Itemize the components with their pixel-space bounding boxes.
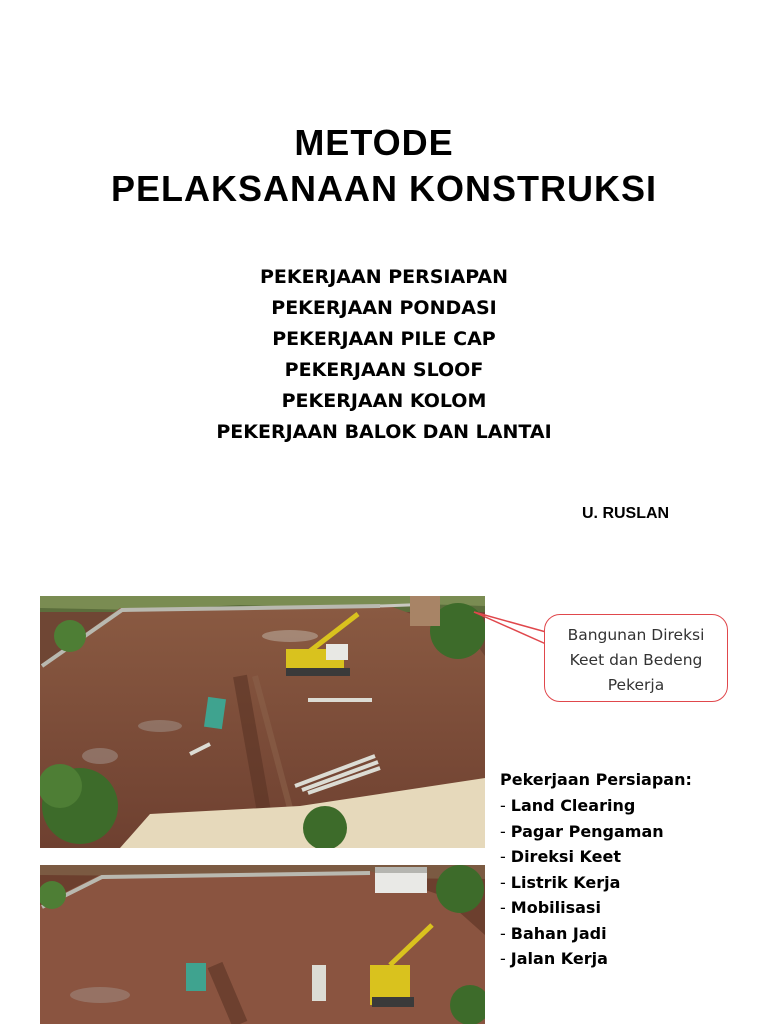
- bullet-dash: -: [500, 872, 506, 892]
- list-item-label: Mobilisasi: [510, 898, 601, 917]
- callout-line: Bangunan Direksi: [567, 626, 705, 644]
- topic-item: PEKERJAAN PILE CAP: [272, 328, 496, 350]
- site-photo-top: [40, 596, 485, 848]
- list-item-label: Jalan Kerja: [510, 949, 608, 968]
- preparation-list: [500, 768, 760, 972]
- bullet-dash: -: [500, 796, 506, 815]
- list-item-label: Listrik Kerja: [510, 872, 621, 892]
- list-item: [500, 895, 760, 921]
- list-item-label: Pagar Pengaman: [510, 821, 664, 841]
- callout-line: Keet dan Bedeng: [569, 651, 703, 669]
- topic-item: PEKERJAAN BALOK DAN LANTAI: [216, 421, 552, 443]
- list-item-label: Bahan Jadi: [510, 923, 607, 943]
- topic-item: PEKERJAAN PONDASI: [271, 297, 497, 319]
- title-line-2: PELAKSANAAN KONSTRUKSI: [110, 168, 658, 209]
- bullet-dash: -: [500, 949, 506, 968]
- bullet-dash: -: [500, 923, 506, 943]
- bullet-dash: -: [500, 847, 506, 866]
- topic-item: PEKERJAAN SLOOF: [284, 359, 484, 381]
- bullet-dash: -: [500, 898, 506, 917]
- author-name: U. RUSLAN: [582, 505, 670, 522]
- preparation-heading: Pekerjaan Persiapan:: [500, 770, 692, 789]
- site-photo-top-illustration: [40, 596, 485, 848]
- site-photo-bottom: [40, 865, 485, 1024]
- bullet-dash: -: [500, 821, 506, 841]
- topic-item: PEKERJAAN KOLOM: [281, 390, 487, 412]
- list-item: [500, 921, 760, 947]
- list-item: [500, 819, 760, 845]
- list-item: [500, 946, 760, 972]
- list-item: [500, 870, 760, 896]
- list-item: [500, 844, 760, 870]
- callout-line: Pekerja: [607, 676, 665, 694]
- list-item: [500, 793, 760, 819]
- list-item-label: Direksi Keet: [510, 847, 621, 866]
- title-line-1: METODE: [294, 122, 454, 163]
- topic-item: PEKERJAAN PERSIAPAN: [259, 266, 508, 288]
- callout-box: [544, 614, 728, 702]
- topic-list: [0, 262, 768, 448]
- site-photo-bottom-illustration: [40, 865, 485, 1024]
- list-item-label: Land Clearing: [510, 796, 636, 815]
